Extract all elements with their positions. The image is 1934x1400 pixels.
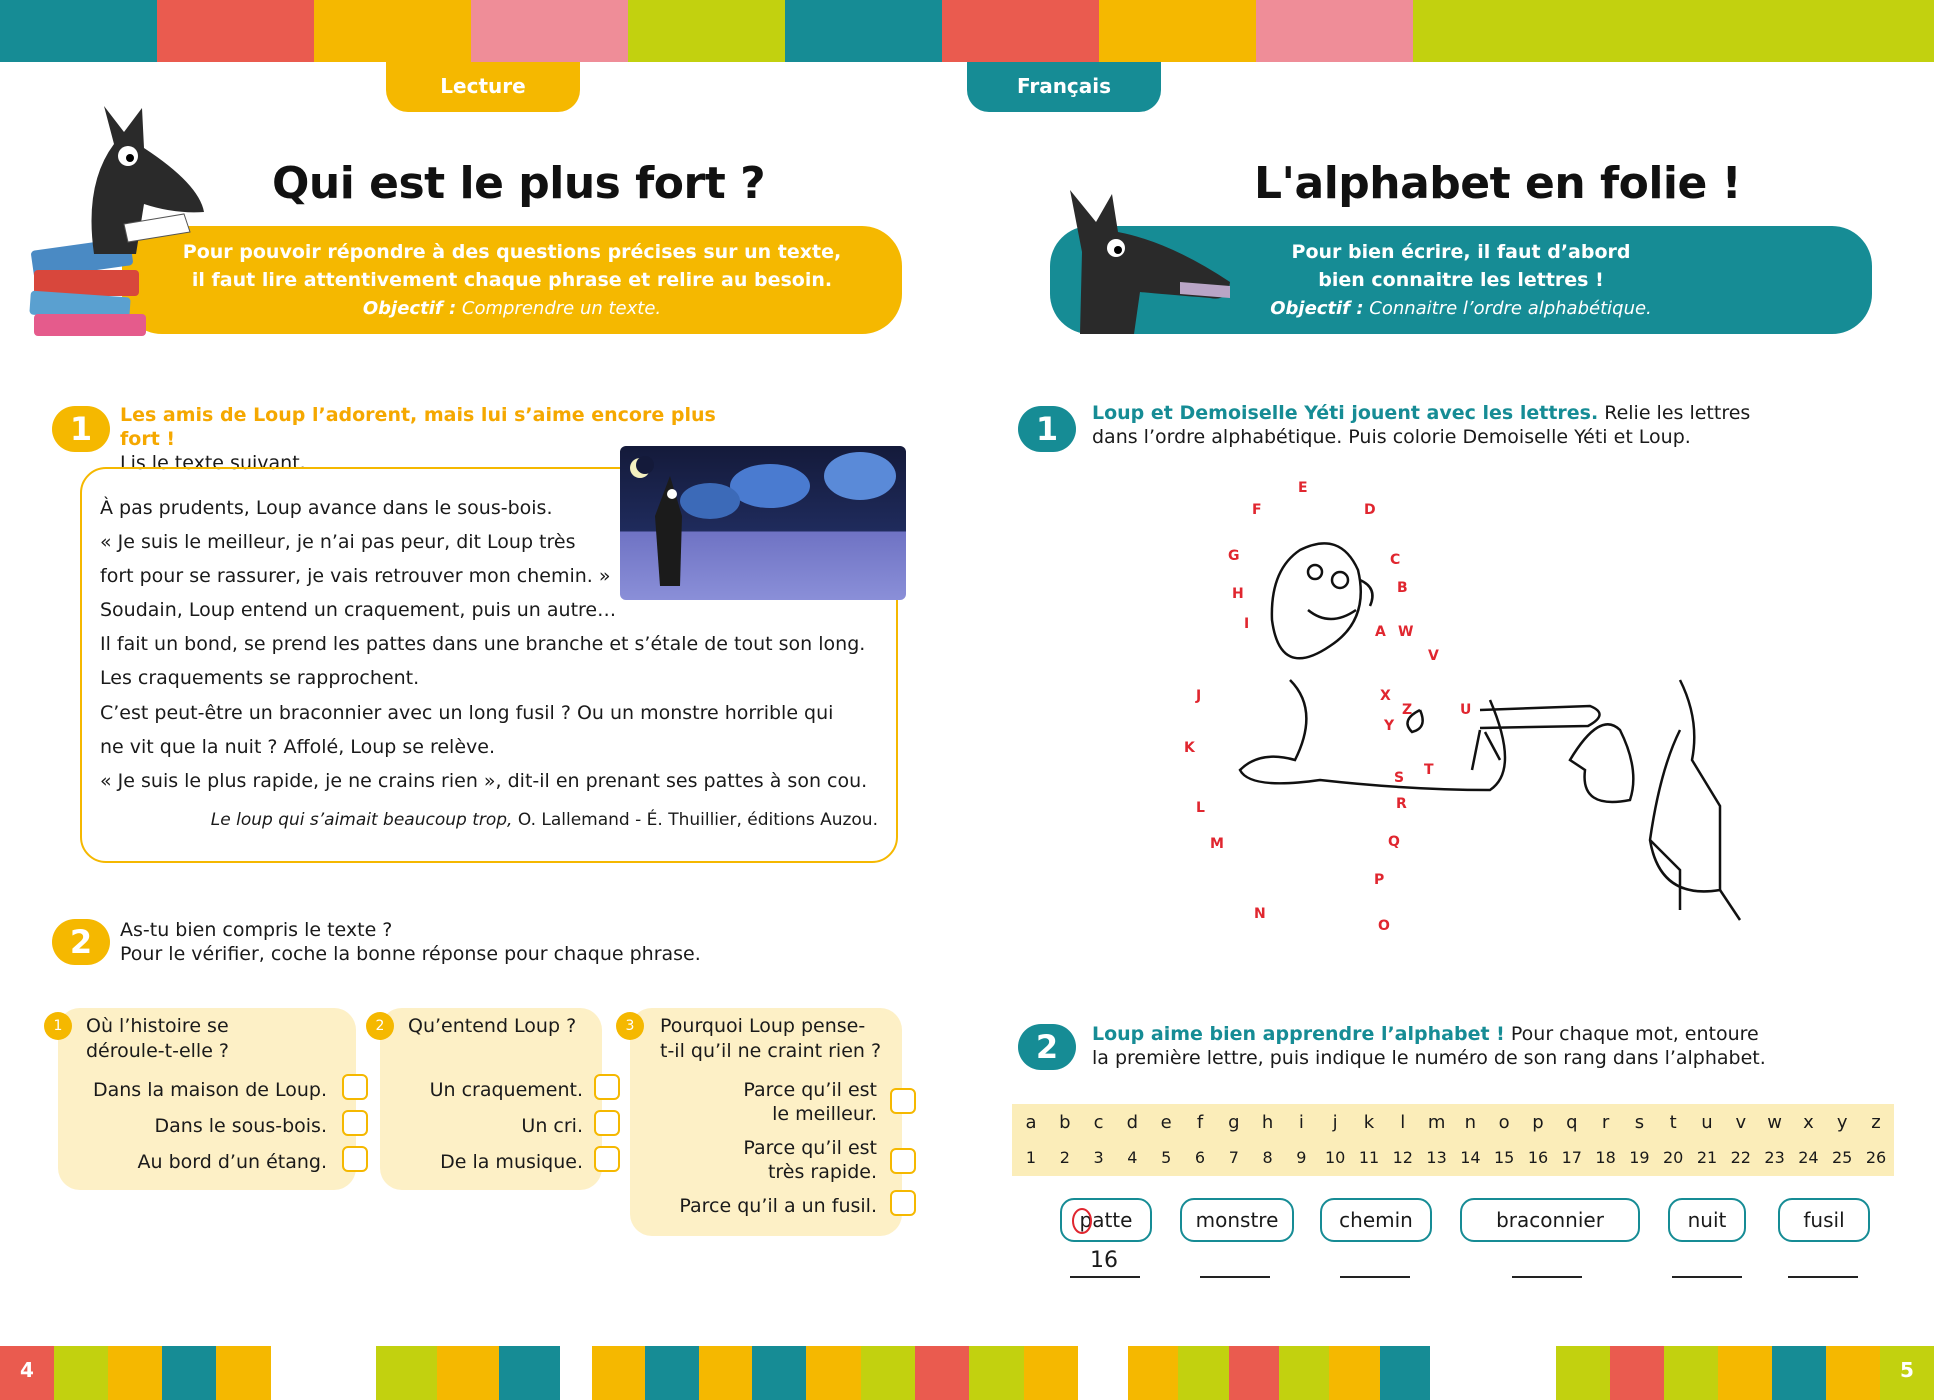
alphabet-rank: 24 (1798, 1148, 1819, 1167)
bottom-stripe (1128, 1346, 1179, 1400)
alphabet-rank: 26 (1865, 1148, 1887, 1167)
q2-option-2: Un cri. (521, 1115, 583, 1137)
exercise-2-line-1: As-tu bien compris le texte ? (120, 919, 393, 941)
answer-line[interactable] (1200, 1276, 1270, 1278)
story-line-6: Les craquements se rapprochent. (100, 667, 420, 689)
objective-banner-left (122, 226, 902, 334)
word-5[interactable]: fusil (1778, 1198, 1870, 1242)
alphabet-rank: 17 (1561, 1148, 1582, 1167)
bottom-stripe (1178, 1346, 1229, 1400)
alphabet-letter: h (1261, 1112, 1274, 1133)
dot-letter-l: L (1196, 800, 1205, 816)
exercise-2-badge-left: 2 (52, 919, 110, 965)
story-line-3: fort pour se rassurer, je vais retrouver mon chemin. » (100, 565, 611, 587)
exercise-2-instruction-left (120, 918, 820, 966)
alphabet-rank: 20 (1663, 1148, 1684, 1167)
bottom-stripe (645, 1346, 699, 1400)
q2-checkbox-2[interactable] (594, 1110, 620, 1136)
bottom-stripe (699, 1346, 753, 1400)
alphabet-letter: n (1464, 1112, 1477, 1133)
bottom-stripe (108, 1346, 163, 1400)
exercise-2-line-2: Pour le vérifier, coche la bonne réponse pour chaque phrase. (120, 943, 701, 965)
dot-letter-h: H (1232, 586, 1244, 602)
question-1-line-1: Où l’histoire se (86, 1015, 229, 1037)
story-night-illustration (620, 446, 906, 600)
bottom-stripe (1772, 1346, 1827, 1400)
exercise-2-instruction-right (1092, 1022, 1892, 1070)
alphabet-rank: 8 (1262, 1148, 1273, 1167)
dot-letter-o: O (1378, 918, 1390, 934)
alphabet-rank: 2 (1059, 1148, 1070, 1167)
alphabet-rank: 1 (1025, 1148, 1037, 1167)
question-2-line-1: Qu’entend Loup ? (408, 1015, 577, 1037)
dot-letter-p: P (1374, 872, 1385, 888)
alphabet-letter: v (1735, 1112, 1747, 1133)
bottom-stripe (1329, 1346, 1380, 1400)
story-line-5: Il fait un bond, se prend les pattes dans une branche et s’étale de tout son long. (100, 633, 866, 655)
ex2r-line-1 (1092, 1022, 1892, 1046)
dot-letter-d: D (1364, 502, 1376, 518)
dot-letter-b: B (1397, 580, 1408, 596)
dot-letter-n: N (1254, 906, 1266, 922)
source-title: Le loup qui s’aimait beaucoup trop, (210, 810, 513, 830)
alphabet-letter: a (1025, 1112, 1037, 1133)
bottom-stripe (915, 1346, 970, 1400)
page-number-right: 5 (1900, 1358, 1914, 1382)
top-stripe-3 (314, 0, 471, 62)
top-stripe-7 (942, 0, 1099, 62)
ex1r-line-2: dans l’ordre alphabétique. Puis colorie Demoiselle Yéti et Loup. (1092, 426, 1691, 448)
alphabet-letter: u (1701, 1112, 1713, 1133)
alphabet-letter: x (1803, 1112, 1814, 1133)
word-1[interactable]: monstre (1180, 1198, 1294, 1242)
dot-letter-j: J (1196, 688, 1202, 704)
q3-option-2b: très rapide. (767, 1161, 877, 1183)
banner-right-line-1: Pour bien écrire, il faut d’abord (1291, 241, 1631, 263)
bottom-stripe (1024, 1346, 1079, 1400)
dot-to-dot-drawing (1180, 470, 1780, 960)
alphabet-rank: 25 (1832, 1148, 1853, 1167)
dot-letter-x: X (1380, 688, 1391, 704)
alphabet-rank: 11 (1358, 1148, 1380, 1167)
bottom-stripe (592, 1346, 646, 1400)
alphabet-rank: 4 (1127, 1148, 1138, 1167)
question-2-number: 2 (366, 1012, 394, 1040)
dot-letter-s: S (1394, 770, 1405, 786)
top-stripe-4 (471, 0, 628, 62)
alphabet-letter: f (1196, 1112, 1204, 1133)
page-title-right: L'alphabet en folie ! (1254, 158, 1742, 209)
bottom-stripe (969, 1346, 1024, 1400)
dot-letter-w: W (1398, 624, 1414, 640)
top-stripe-9 (1256, 0, 1413, 62)
q2-checkbox-1[interactable] (594, 1074, 620, 1100)
alphabet-rank: 15 (1494, 1148, 1515, 1167)
alphabet-letter: l (1400, 1112, 1406, 1133)
example-answer: 16 (1090, 1248, 1118, 1273)
ex2r-line-2: la première lettre, puis indique le numéro de son rang dans l’alphabet. (1092, 1047, 1766, 1069)
q1-option-1: Dans la maison de Loup. (92, 1079, 327, 1101)
ex2r-highlight: Loup aime bien apprendre l’alphabet ! (1092, 1023, 1505, 1045)
alphabet-letter: y (1836, 1112, 1848, 1133)
q1-option-3: Au bord d’un étang. (137, 1151, 327, 1173)
wolf-thinking-illustration (1060, 182, 1240, 334)
bottom-stripe (806, 1346, 861, 1400)
word-4[interactable]: nuit (1668, 1198, 1746, 1242)
q1-checkbox-1[interactable] (342, 1074, 368, 1100)
dot-letter-i: I (1244, 616, 1250, 632)
alphabet-rank: 7 (1228, 1148, 1239, 1167)
dot-letter-m: M (1210, 836, 1224, 852)
alphabet-letter: e (1160, 1112, 1172, 1133)
alphabet-rank: 18 (1595, 1148, 1616, 1167)
alphabet-letter: k (1363, 1112, 1375, 1133)
question-3-text (660, 1014, 881, 1064)
alphabet-rank: 22 (1730, 1148, 1751, 1167)
word-0[interactable]: patte (1060, 1198, 1152, 1242)
bottom-stripe (54, 1346, 109, 1400)
alphabet-rank: 9 (1296, 1148, 1307, 1167)
objective-text-right: Connaitre l’ordre alphabétique. (1363, 298, 1652, 319)
question-1-line-2: déroule-t-elle ? (86, 1040, 230, 1062)
bottom-stripe (1610, 1346, 1665, 1400)
bottom-stripe (437, 1346, 499, 1400)
exercise-1-badge-right: 1 (1018, 406, 1076, 452)
question-3-line-2: t-il qu’il ne craint rien ? (660, 1040, 882, 1062)
alphabet-letter: o (1498, 1112, 1510, 1133)
q1-checkbox-2[interactable] (342, 1110, 368, 1136)
alphabet-letter: b (1059, 1112, 1071, 1133)
dot-letter-c: C (1390, 552, 1401, 568)
bottom-stripe (752, 1346, 807, 1400)
alphabet-letter: d (1126, 1112, 1139, 1133)
ex2r-text-1: Pour chaque mot, entoure (1504, 1023, 1759, 1045)
dot-letter-a: A (1375, 624, 1386, 640)
q3-checkbox-2[interactable] (890, 1148, 916, 1174)
dot-letter-q: Q (1388, 834, 1400, 850)
page-title-left: Qui est le plus fort ? (272, 158, 766, 209)
top-stripe-10 (1413, 0, 1934, 62)
alphabet-letter: r (1601, 1112, 1610, 1133)
alphabet-letter: q (1566, 1112, 1578, 1133)
story-line-2: « Je suis le meilleur, je n’ai pas peur, dit Loup très (100, 531, 576, 553)
bottom-stripe (1718, 1346, 1773, 1400)
alphabet-rank: 12 (1392, 1148, 1413, 1167)
alphabet-rank: 14 (1460, 1148, 1481, 1167)
bottom-stripe (1229, 1346, 1280, 1400)
alphabet-letter: p (1532, 1112, 1544, 1133)
alphabet-rank: 16 (1527, 1148, 1549, 1167)
alphabet-rank: 3 (1093, 1148, 1104, 1167)
exercise-1-badge-left: 1 (52, 406, 110, 452)
banner-objective (122, 294, 902, 324)
dot-letter-k: K (1184, 740, 1195, 756)
question-2-text (408, 1014, 576, 1039)
top-stripe-1 (0, 0, 157, 62)
exercise-1-highlight: Les amis de Loup l’adorent, mais lui s’aime encore plus fort ! (120, 404, 716, 450)
alphabet-letter: i (1298, 1112, 1304, 1133)
exercise-1-instruction-right (1092, 401, 1892, 449)
q2-option-3: De la musique. (440, 1151, 583, 1173)
alphabet-rank: 10 (1325, 1148, 1346, 1167)
story-line-4: Soudain, Loup entend un craquement, puis un autre… (100, 599, 617, 621)
answer-line[interactable] (1672, 1276, 1742, 1278)
alphabet-letter: c (1093, 1112, 1104, 1133)
wolf-reading-illustration (24, 104, 214, 339)
q3-option-3: Parce qu’il a un fusil. (679, 1195, 877, 1217)
bottom-stripe (1556, 1346, 1611, 1400)
question-1-text (86, 1014, 229, 1064)
banner-line-1: Pour pouvoir répondre à des questions précises sur un texte, (182, 241, 842, 263)
bottom-stripe (216, 1346, 271, 1400)
word-3[interactable]: braconnier (1460, 1198, 1640, 1242)
dot-letter-r: R (1396, 796, 1407, 812)
alphabet-letter: j (1332, 1112, 1338, 1133)
page-number-left: 4 (20, 1358, 34, 1382)
alphabet-rank: 19 (1629, 1148, 1650, 1167)
alphabet-rank: 23 (1764, 1148, 1785, 1167)
ex1r-text-1: Relie les lettres (1598, 402, 1751, 424)
bottom-stripe (499, 1346, 561, 1400)
tab-francais: Français (967, 62, 1161, 112)
answer-line[interactable] (1788, 1276, 1858, 1278)
exercise-2-badge-right: 2 (1018, 1024, 1076, 1070)
story-source (211, 810, 878, 830)
banner-right-line-2: bien connaitre les lettres ! (1318, 269, 1604, 291)
q2-option-1: Un craquement. (429, 1079, 583, 1101)
alphabet-letter: w (1767, 1112, 1782, 1133)
alphabet-letter: z (1871, 1112, 1881, 1133)
alphabet-rank: 6 (1194, 1148, 1206, 1167)
objective-text: Comprendre un texte. (456, 298, 662, 319)
banner-line-2: il faut lire attentivement chaque phrase et relire au besoin. (191, 269, 833, 291)
dot-letter-f: F (1252, 502, 1262, 518)
circle-mark-icon (1071, 1206, 1093, 1236)
q3-option-1b: le meilleur. (772, 1103, 877, 1125)
bottom-stripe (861, 1346, 916, 1400)
dot-letter-u: U (1460, 702, 1472, 718)
alphabet-rank: 13 (1426, 1148, 1447, 1167)
word-2[interactable]: chemin (1320, 1198, 1432, 1242)
q1-checkbox-3[interactable] (342, 1146, 368, 1172)
objective-label-right: Objectif : (1270, 298, 1364, 319)
answer-line[interactable] (1512, 1276, 1582, 1278)
tab-lecture: Lecture (386, 62, 580, 112)
ex1r-highlight: Loup et Demoiselle Yéti jouent avec les lettres. (1092, 402, 1599, 424)
top-stripe-2 (157, 0, 314, 62)
q1-option-2: Dans le sous-bois. (154, 1115, 327, 1137)
dot-letter-t: T (1424, 762, 1434, 778)
answer-line[interactable] (1070, 1276, 1140, 1278)
q3-checkbox-3[interactable] (890, 1190, 916, 1216)
q2-checkbox-3[interactable] (594, 1146, 620, 1172)
question-1-number: 1 (44, 1012, 72, 1040)
source-rest: O. Lallemand - É. Thuillier, éditions Auzou. (512, 810, 878, 830)
dot-letter-e: E (1298, 480, 1308, 496)
bottom-stripe (1664, 1346, 1719, 1400)
objective-label: Objectif : (362, 298, 457, 319)
alphabet-rank: 21 (1696, 1148, 1718, 1167)
story-line-8: ne vit que la nuit ? Affolé, Loup se relève. (100, 736, 495, 758)
top-stripe-6 (785, 0, 942, 62)
exercise-1-text: Lis le texte suivant. (120, 452, 306, 474)
answer-line[interactable] (1340, 1276, 1410, 1278)
bottom-stripe (1826, 1346, 1881, 1400)
alphabet-letter: t (1669, 1112, 1677, 1133)
alphabet-letter: g (1228, 1112, 1240, 1133)
question-3-line-1: Pourquoi Loup pense- (660, 1015, 866, 1037)
dot-letter-g: G (1228, 548, 1240, 564)
top-stripe-5 (628, 0, 785, 62)
ex1r-line-1 (1092, 401, 1892, 425)
bottom-stripe (162, 1346, 217, 1400)
dot-letter-z: Z (1402, 702, 1413, 718)
question-3-number: 3 (616, 1012, 644, 1040)
alphabet-letter: m (1427, 1112, 1446, 1133)
dot-letter-y: Y (1384, 718, 1395, 734)
alphabet-rank: 5 (1161, 1148, 1172, 1167)
q3-checkbox-1[interactable] (890, 1088, 916, 1114)
bottom-stripe (376, 1346, 438, 1400)
q3-option-1a: Parce qu’il est (743, 1079, 877, 1101)
top-stripe-8 (1099, 0, 1256, 62)
story-line-9: « Je suis le plus rapide, je ne crains rien », dit-il en prenant ses pattes à son cou. (100, 770, 868, 792)
bottom-stripe (1380, 1346, 1431, 1400)
dot-letter-v: V (1428, 648, 1439, 664)
alphabet-letter: s (1634, 1112, 1645, 1133)
story-line-1: À pas prudents, Loup avance dans le sous-bois. (100, 497, 553, 519)
bottom-stripe (1279, 1346, 1330, 1400)
q3-option-2a: Parce qu’il est (743, 1137, 877, 1159)
story-line-7: C’est peut-être un braconnier avec un long fusil ? Ou un monstre horrible qui (100, 702, 834, 724)
